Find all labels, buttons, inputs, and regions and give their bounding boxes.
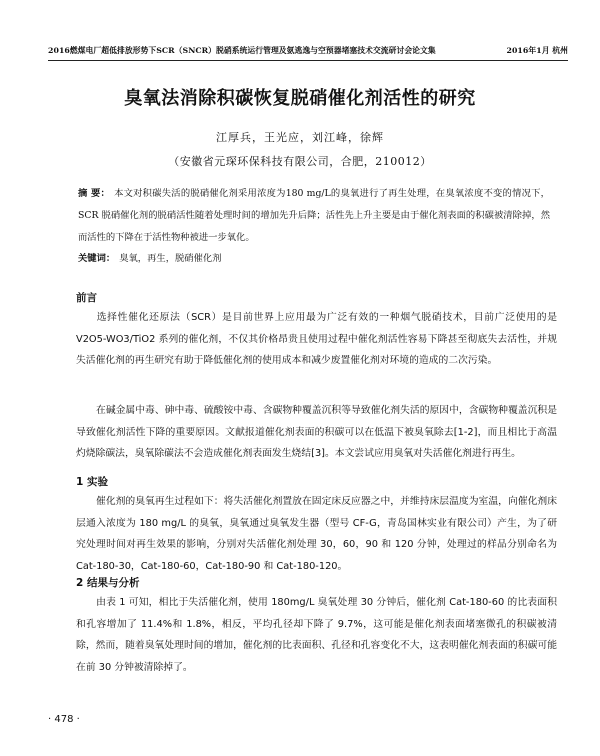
paragraph-intro-1-text: 选择性催化还原法（SCR）是目前世界上应用最为广泛有效的一种烟气脱硝技术，目前广泛使用的是 V2O5-WO3/TiO2 系列的催化剂，不仅其价格昂贵且使用过程中催化剂活性容易下降甚至彻底失去活性，并规失活催化剂的再生研究有助于降低催化剂的使用成本和减少废置催化剂对环境的造成的二次污染。 (76, 312, 557, 366)
paragraph-experiment-1-text: 催化剂的臭氧再生过程如下：将失活催化剂置放在固定床反应器之中，并维持床层温度为室温，向催化剂床层通入浓度为 180 mg/L 的臭氧，臭氧通过臭氧发生器（型号 CF-G，青岛国林实业有限公司）产生，为了研究处理时间对再生效果的影响，分别对失活催化剂处理 30，60，90 和 120 分钟，处理过的样品分别命名为 Cat-180-30，Cat-180-60，Cat-180-90 和 Cat-180-120。 (76, 496, 557, 572)
page-number: · 478 · (48, 714, 80, 725)
paragraph-intro-1 (76, 307, 557, 372)
paper-authors: 江厚兵，王光应，刘江峰，徐辉 (216, 131, 384, 144)
paragraph-intro-2 (76, 400, 557, 465)
keywords-text: 臭氧，再生，脱硝催化剂 (119, 253, 222, 264)
section-heading-experiment: 1 实验 (76, 476, 108, 488)
header-date-location: 2016年1月 杭州 (506, 45, 568, 55)
paper-affiliation: （安徽省元琛环保科技有限公司，合肥，210012） (168, 155, 432, 168)
paragraph-intro-2-text: 在碱金属中毒、砷中毒、硫酸铵中毒、含碳物种覆盖沉积等导致催化剂失活的原因中，含碳物种覆盖沉积是导致催化剂活性下降的重要原因。文献报道催化剂表面的积碳可以在低温下被臭氧除去[1-2]，而且相比于高温灼烧除碳法，臭氧除碳法不会造成催化剂表面发生烧结[3]。本文尝试应用臭氧对失活催化剂进行再生。 (76, 405, 557, 459)
header-divider (48, 60, 568, 61)
paragraph-results-1 (76, 592, 557, 678)
abstract-label: 摘 要： (78, 188, 111, 199)
keywords (78, 250, 550, 264)
abstract (78, 183, 550, 249)
keywords-label: 关键词： (78, 253, 116, 264)
section-heading-intro: 前言 (76, 292, 97, 304)
abstract-text: 本文对积碳失活的脱硝催化剂采用浓度为180 mg/L的臭氧进行了再生处理，在臭氧浓度不变的情况下，SCR 脱硝催化剂的脱硝活性随着处理时间的增加先升后降；活性先上升主要是由于催化剂表面的积碳被清除掉，然而活性的下降在于活性物种被进一步氧化。 (78, 188, 550, 243)
section-heading-results: 2 结果与分析 (76, 577, 140, 589)
header-proceedings-title: 2016燃煤电厂超低排放形势下SCR（SNCR）脱硝系统运行管理及氨逃逸与空预器堵塞技术交流研讨会论文集 (48, 45, 436, 55)
paper-title: 臭氧法消除积碳恢复脱硝催化剂活性的研究 (124, 88, 476, 109)
paragraph-results-1-text: 由表 1 可知，相比于失活催化剂，使用 180mg/L 臭氧处理 30 分钟后，催化剂 Cat-180-60 的比表面积和孔容增加了 11.4%和 1.8%，相反，平均孔径却下降了 9.7%，这可能是催化剂表面堵塞微孔的积碳被清除，然而，随着臭氧处理时间的增加，催化剂的比表面积、孔径和孔容变化不大，这表明催化剂表面的积碳可能在前 30 分钟被清除掉了。 (76, 597, 557, 673)
running-header (48, 42, 568, 58)
paragraph-experiment-1 (76, 491, 557, 577)
